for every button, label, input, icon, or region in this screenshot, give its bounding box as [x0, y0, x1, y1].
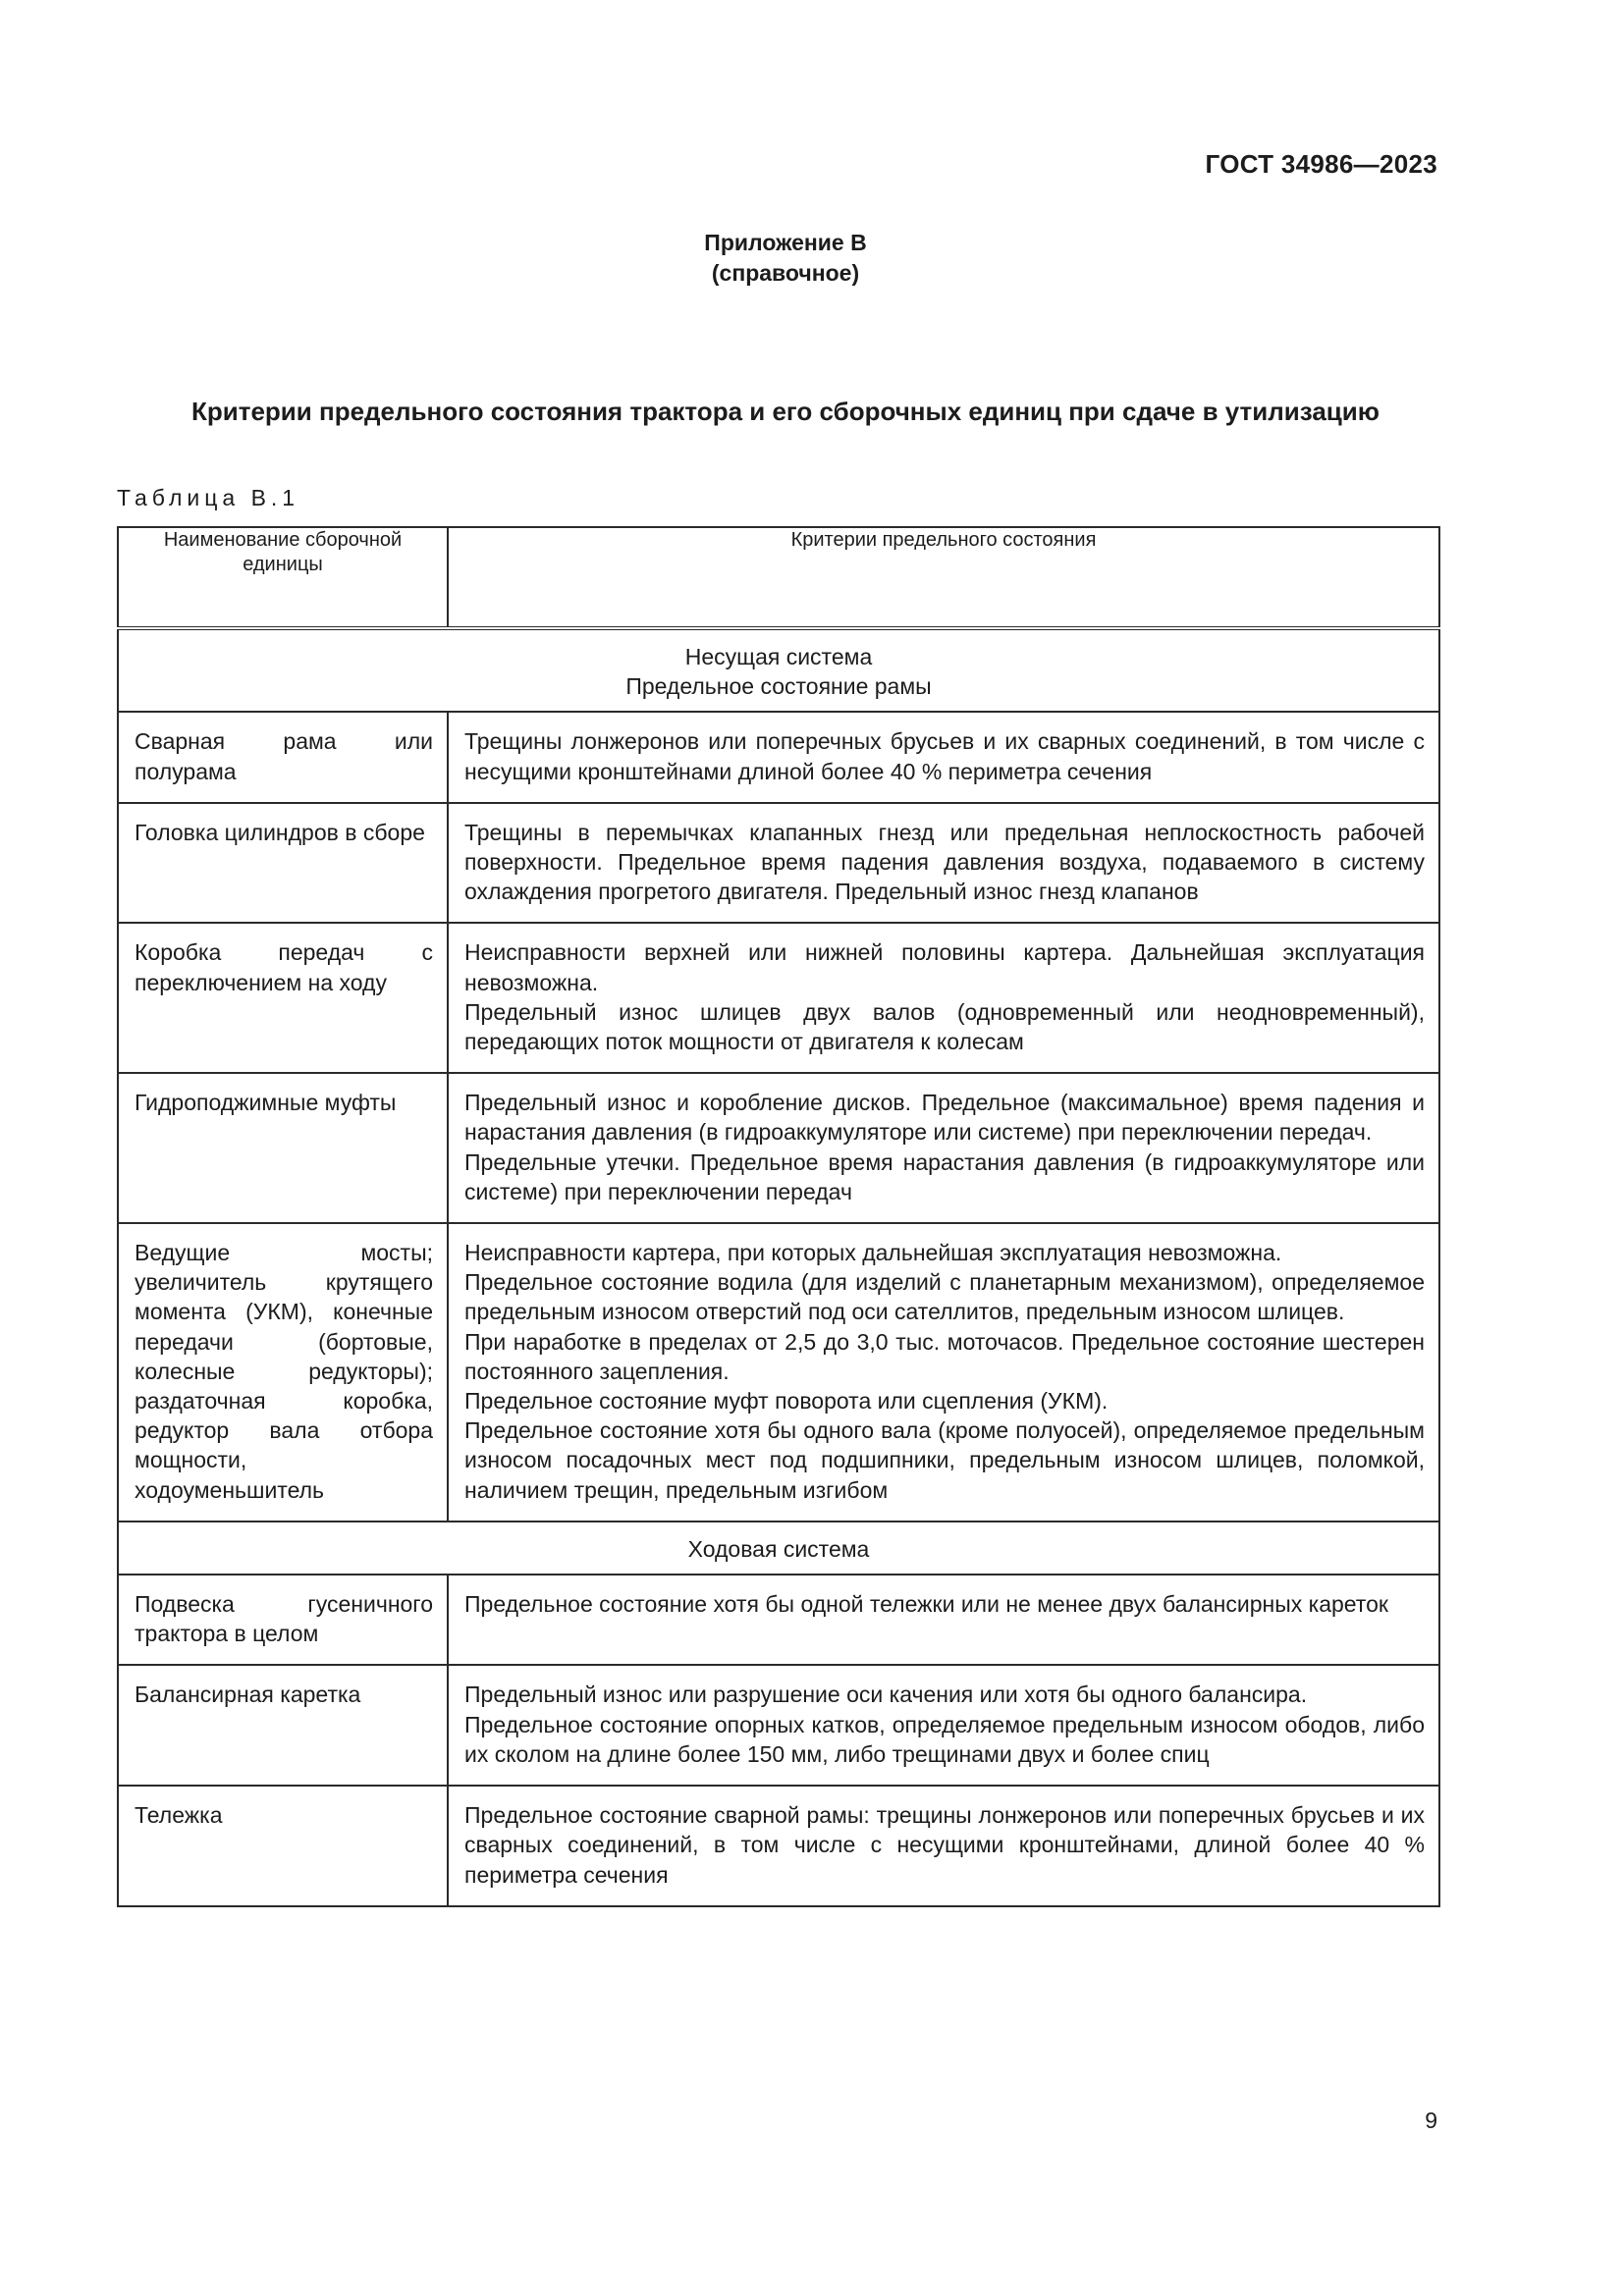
- criteria-cell: [448, 923, 1439, 1073]
- table-row: [118, 1575, 1439, 1665]
- column-header-unit: Наименование сборочной единицы: [118, 527, 448, 628]
- criteria-cell: [448, 1073, 1439, 1223]
- table-row: [118, 1665, 1439, 1786]
- criteria-text: Неисправности верхней или нижней половины картера. Дальнейшая эксплуатация невозможна.: [464, 939, 1425, 995]
- criteria-cell: [448, 1786, 1439, 1906]
- criteria-text: Трещины в перемычках клапанных гнезд или предельная неплоскостность рабочей поверхности. Предельное время падения давления воздуха, подаваемого в систему охлаждения прогретого двигателя. Предельный износ гнезд клапанов: [464, 819, 1425, 905]
- unit-name-cell: Подвеска гусеничного трактора в целом: [118, 1575, 448, 1665]
- appendix-title: Приложение В: [704, 230, 867, 255]
- criteria-text: Предельный износ шлицев двух валов (одновременный или неодновременный), передающих поток мощности от двигателя к колесам: [464, 998, 1425, 1055]
- criteria-text: Предельное состояние опорных катков, определяемое предельным износом ободов, либо их сколом на длине более 150 мм, либо трещинами двух и более спиц: [464, 1711, 1425, 1767]
- criteria-cell: [448, 1575, 1439, 1665]
- section-title: [118, 628, 1439, 712]
- criteria-text: Предельное состояние водила (для изделий с планетарным механизмом), определяемое предельным износом отверстий под оси сателлитов, предельным износом шлицев.: [464, 1269, 1425, 1325]
- table-header-row: [118, 527, 1439, 628]
- criteria-cell: [448, 712, 1439, 802]
- section-title-line: Несущая система: [684, 644, 873, 669]
- criteria-text: Трещины лонжеронов или поперечных брусьев и их сварных соединений, в том числе с несущими кронштейнами длиной более 40 % периметра сечения: [464, 728, 1425, 784]
- criteria-cell: [448, 803, 1439, 924]
- criteria-text: Предельное состояние муфт поворота или сцепления (УКМ).: [464, 1388, 1109, 1415]
- appendix-heading: [0, 228, 1571, 289]
- table-row: [118, 712, 1439, 802]
- table-row: [118, 1223, 1439, 1522]
- table-row: [118, 803, 1439, 924]
- unit-name-cell: Сварная рама или полурама: [118, 712, 448, 802]
- criteria-text: Предельные утечки. Предельное время нарастания давления (в гидроаккумуляторе или системе) при переключении передач: [464, 1148, 1425, 1204]
- criteria-text: При наработке в пределах от 2,5 до 3,0 тыс. моточасов. Предельное состояние шестерен постоянного зацепления.: [464, 1328, 1425, 1384]
- unit-name-cell: Коробка передач с переключением на ходу: [118, 923, 448, 1073]
- criteria-text: Предельное состояние хотя бы одного вала (кроме полуосей), определяемое предельным износом посадочных мест под подшипники, предельным износом шлицев, поломкой, наличием трещин, предельным изгибом: [464, 1417, 1425, 1503]
- criteria-text: Предельное состояние сварной рамы: трещины лонжеронов или поперечных брусьев и их сварных соединений, в том числе с несущими кронштейнами, длиной более 40 % периметра сечения: [464, 1802, 1425, 1888]
- criteria-text: Предельное состояние хотя бы одной тележки или не менее двух балансирных кареток: [464, 1591, 1388, 1618]
- unit-name-cell: Тележка: [118, 1786, 448, 1906]
- table-row: [118, 1073, 1439, 1223]
- page-title: Критерии предельного состояния трактора и его сборочных единиц при сдаче в утилизацию: [191, 397, 1380, 426]
- page-number: 9: [1425, 2108, 1437, 2133]
- unit-name-cell: Головка цилиндров в сборе: [118, 803, 448, 924]
- criteria-text: Неисправности картера, при которых дальнейшая эксплуатация невозможна.: [464, 1240, 1282, 1266]
- section-title-line: Ходовая система: [687, 1535, 870, 1562]
- criteria-table: [117, 526, 1440, 1907]
- criteria-text: Предельный износ или разрушение оси качения или хотя бы одного балансира.: [464, 1682, 1308, 1708]
- section-row: [118, 628, 1439, 712]
- criteria-cell: [448, 1665, 1439, 1786]
- criteria-cell: [448, 1223, 1439, 1522]
- unit-name-cell: Ведущие мосты; увеличитель крутящего момента (УКМ), конечные передачи (бортовые, колесные редукторы); раздаточная коробка, редуктор вала отбора мощности, ходоуменьшитель: [118, 1223, 448, 1522]
- table-row: [118, 1786, 1439, 1906]
- criteria-text: Предельный износ и коробление дисков. Предельное (максимальное) время падения и нарастания давления (в гидроаккумуляторе или системе) при переключении передач.: [464, 1090, 1425, 1146]
- appendix-note: (справочное): [711, 260, 860, 286]
- column-header-criteria: Критерии предельного состояния: [448, 527, 1439, 628]
- section-title: [118, 1522, 1439, 1575]
- section-title-line: Предельное состояние рамы: [625, 673, 932, 700]
- unit-name-cell: Гидроподжимные муфты: [118, 1073, 448, 1223]
- document-code: ГОСТ 34986—2023: [1205, 149, 1437, 179]
- table-label: Таблица В.1: [117, 485, 300, 510]
- section-row: [118, 1522, 1439, 1575]
- table-row: [118, 923, 1439, 1073]
- unit-name-cell: Балансирная каретка: [118, 1665, 448, 1786]
